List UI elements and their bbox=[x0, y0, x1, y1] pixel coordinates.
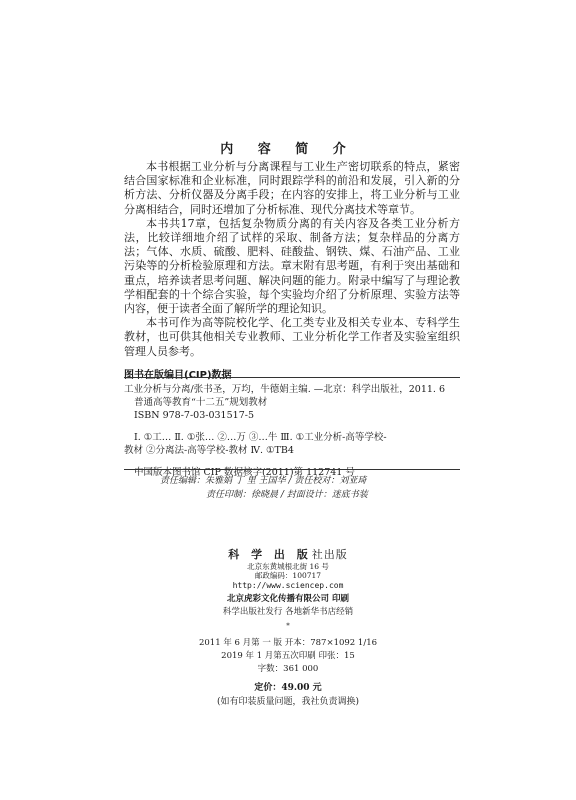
cip-header: 图书在版编目(CIP)数据 bbox=[124, 370, 232, 381]
summary-title: 内 容 简 介 bbox=[220, 142, 356, 157]
distributor: 科学出版社发行 各地新华书店经销 bbox=[222, 607, 354, 617]
word-count: 字数：361 000 bbox=[257, 664, 319, 674]
cip-classification-line-2: 教材 ②分离法-高等学校-教材 Ⅳ. ①TB4 bbox=[124, 445, 294, 456]
cip-record-number: 中国版本图书馆 CIP 数据核字(2011)第 112741 号 bbox=[134, 467, 355, 478]
summary-paragraph: 本书根据工业分析与分离课程与工业生产密切联系的特点，紧密结合国家标准和企业标准，同时跟踪学科的前沿和发展，引入新的分析方法、分析仪器及分离手段；在内容的安排上，将工业分析与工业分离相结合，同时还增加了分析标准、现代分离技术等章节。 bbox=[124, 160, 460, 216]
cip-classification-line: Ⅰ. ①工… Ⅱ. ①张… ②…万 ③…牛 Ⅲ. ①工业分析-高等学校- bbox=[134, 432, 387, 443]
printer-name: 北京虎彩文化传播有限公司 印刷 bbox=[227, 594, 349, 604]
summary-body bbox=[124, 160, 460, 359]
publisher-name-main: 科 学 出 版 bbox=[228, 548, 312, 561]
cip-title-line: 工业分析与分离/张书圣，万均，牛德娟主编. —北京：科学出版社，2011. 6 bbox=[124, 384, 446, 395]
summary-paragraph: 本书共17章，包括复杂物质分离的有关内容及各类工业分析方法，比较详细地介绍了试样的采取、制备方法；复杂样品的分离方法；气体、水质、硫酸、肥料、硅酸盐、钢铁、煤、石油产品、工业污染等的分析检验原理和方法。章末附有思考题，有利于突出基础和重点，培养读者思考问题、解决问题的能力。附录中编写了与理论教学相配套的十个综合实验，每个实验均介绍了分析原理、实验方法等内容，便于读者全面了解所学的理论知识。 bbox=[124, 216, 460, 316]
publisher-postcode: 邮政编码：100717 bbox=[254, 571, 322, 580]
quality-notice: (如有印装质量问题，我社负责调换) bbox=[216, 697, 360, 707]
credits bbox=[124, 474, 460, 502]
cip-series-line: 普通高等教育“十二五”规划教材 bbox=[134, 397, 268, 408]
publisher-address: 北京东黄城根北街 16 号 bbox=[247, 562, 329, 571]
production-credit: 责任印制：徐晓晨 / 封面设计：迷底书装 bbox=[206, 490, 368, 500]
editor-credit: 责任编辑：朱雅娟 丁 里 王国华 / 责任校对：刘亚琦 bbox=[160, 476, 367, 486]
cip-bottom-rule bbox=[124, 469, 460, 470]
publisher-block bbox=[0, 548, 576, 709]
edition-specs bbox=[0, 637, 576, 676]
cip-top-rule bbox=[124, 377, 460, 378]
publisher-name-tail: 社出版 bbox=[311, 548, 348, 561]
separator-star: * bbox=[286, 622, 290, 630]
printing-line: 2019 年 1 月第五次印刷 印张：15 bbox=[221, 651, 355, 661]
publisher-name bbox=[0, 548, 576, 562]
publisher-url: http://www.sciencep.com bbox=[232, 581, 344, 590]
cip-body bbox=[124, 383, 464, 479]
price: 定价：49.00 元 bbox=[254, 683, 322, 693]
cip-isbn-line: ISBN 978-7-03-031517-5 bbox=[134, 410, 254, 421]
edition-line: 2011 年 6 月第 一 版 开本：787×1092 1/16 bbox=[198, 638, 378, 648]
summary-paragraph: 本书可作为高等院校化学、化工类专业及相关专业本、专科学生教材，也可供其他相关专业教师、工业分析化学工作者及实验室组织管理人员参考。 bbox=[124, 316, 460, 358]
